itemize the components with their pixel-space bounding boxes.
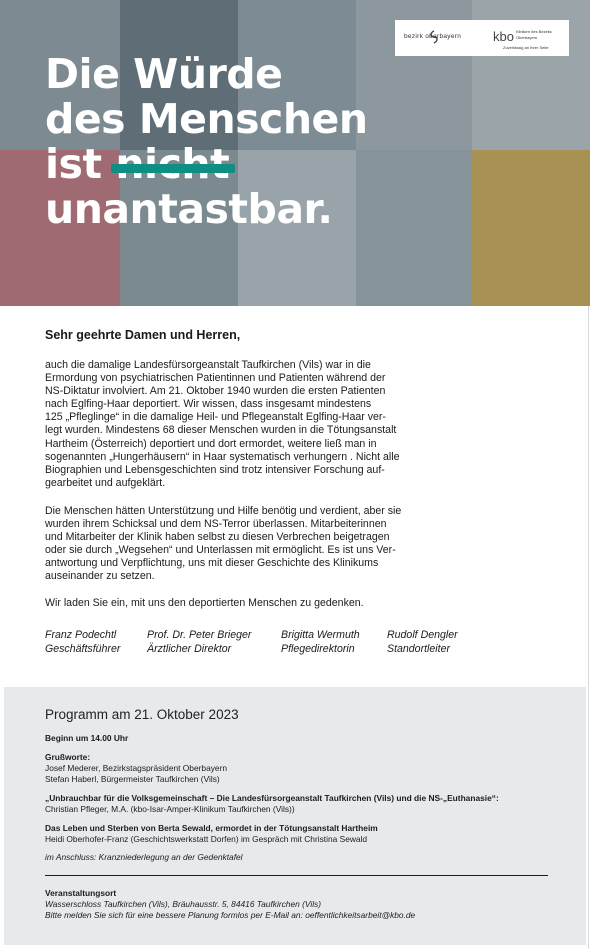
signature-name: Rudolf Dengler xyxy=(387,629,458,641)
signature-role: Geschäftsführer xyxy=(45,643,121,655)
venue-address: Wasserschloss Taufkirchen (Vils), Bräuhausstr. 5, 84416 Taufkirchen (Vils) xyxy=(45,899,322,909)
photo-tile xyxy=(472,150,590,306)
title-line xyxy=(45,142,368,187)
kbo-logo: kbo xyxy=(493,29,514,44)
signature-1 xyxy=(45,628,120,656)
signature-2 xyxy=(147,628,251,656)
text-line: nach Eglfing-Haar deportiert. Wir wissen, dass insgesamt mindestens xyxy=(45,398,372,411)
title-line: des Menschen xyxy=(45,95,368,143)
text-line: auseinander zu setzen. xyxy=(45,570,155,583)
signature-role: Pflegedirektorin xyxy=(281,643,355,655)
title-word: ist xyxy=(45,140,102,188)
talk-speaker: Christian Pfleger, M.A. (kbo-Isar-Amper-Klinikum Taufkirchen (Vils)) xyxy=(45,804,295,814)
talk-title: Das Leben und Sterben von Berta Sewald, ermordet in der Tötungsanstalt Hartheim xyxy=(45,823,378,833)
signature-role: Ärztlicher Direktor xyxy=(147,643,232,655)
text-line: wurden ihrem Schicksal und dem NS-Terror überlassen. Mitarbeiterinnen xyxy=(45,518,387,531)
text-line: gearbeitet und aufgeklärt. xyxy=(45,476,166,489)
bezirk-logo: bezirk oberbayern xyxy=(404,33,462,40)
signature-name: Prof. Dr. Peter Brieger xyxy=(147,629,252,641)
greeting-speaker: Stefan Haberl, Bürgermeister Taufkirchen (Vils) xyxy=(45,774,220,784)
kbo-logo-sub: Zuverlässig an Ihrer Seite xyxy=(503,45,549,50)
text-line: auch die damalige Landesfürsorgeanstalt Taufkirchen (Vils) war in die xyxy=(45,359,371,371)
program-section xyxy=(4,687,586,945)
greeting: Sehr geehrte Damen und Herren, xyxy=(45,328,241,342)
greetings-label: Grußworte: xyxy=(45,752,91,762)
registration-note: Bitte melden Sie sich für eine bessere Planung formlos per E-Mail an: oeffentlichkeitsarbeit@kbo.de xyxy=(45,910,416,920)
title-line: Die Würde xyxy=(45,50,283,98)
text-line: und Mitarbeiter der Klinik haben selbst zu diesen Verbrechen beigetragen xyxy=(45,531,390,544)
logo-box xyxy=(395,20,569,56)
text-line: Die Menschen hätten Unterstützung und Hilfe benötig und verdient, aber sie xyxy=(45,505,402,517)
text-line: antwortung und Verpflichtung, uns mit dieser Geschichte des Klinikums xyxy=(45,557,379,570)
page-border xyxy=(588,306,589,949)
text-line: 125 „Pfleglinge“ in die damalige Heil- und Pflegeanstalt Eglfing-Haar ver- xyxy=(45,411,386,424)
venue-label: Veranstaltungsort xyxy=(45,888,117,898)
hero-image xyxy=(0,0,590,306)
text-line: Hartheim (Österreich) deportiert und dort ermordet, weitere ließ man in xyxy=(45,437,377,450)
signature-name: Franz Podechtl xyxy=(45,629,117,641)
text-line: Ermordung von psychiatrischen Patientinnen und Patienten während der xyxy=(45,372,386,385)
bezirk-emblem-icon xyxy=(428,30,440,44)
signature-4 xyxy=(387,628,458,656)
title-line: unantastbar. xyxy=(45,185,333,233)
text-line: oder sie durch „Wegsehen“ und Unterlassen mit ermöglicht. Es ist uns Ver- xyxy=(45,544,396,557)
divider xyxy=(45,875,548,876)
signature-3 xyxy=(281,628,360,656)
paragraph-1 xyxy=(45,359,545,490)
hero-title xyxy=(45,52,368,232)
strike-bar xyxy=(111,164,235,173)
kbo-logo-sub: Oberbayern xyxy=(516,35,538,40)
signature-role: Standortleiter xyxy=(387,643,451,655)
kbo-logo-sub: Kliniken des Bezirks xyxy=(516,29,552,34)
struck-word xyxy=(115,142,229,187)
text-line: legt wurden. Mindestens 68 dieser Menschen wurden in die Tötungsanstalt xyxy=(45,424,397,437)
program-title: Programm am 21. Oktober 2023 xyxy=(45,707,239,722)
program-closing: im Anschluss: Kranzniederlegung an der Gedenktafel xyxy=(45,852,243,862)
paragraph-3: Wir laden Sie ein, mit uns den deportierten Menschen zu gedenken. xyxy=(45,597,364,609)
photo-tile xyxy=(356,150,472,306)
greeting-speaker: Josef Mederer, Bezirkstagspräsident Oberbayern xyxy=(45,763,228,773)
talk-speaker: Heidi Oberhofer-Franz (Geschichtswerkstatt Dorfen) im Gespräch mit Christina Sewald xyxy=(45,834,368,844)
text-line: Biographien und Lebensgeschichten sind trotz intensiver Forschung auf- xyxy=(45,463,385,476)
signature-name: Brigitta Wermuth xyxy=(281,629,360,641)
talk-title: „Unbrauchbar für die Volksgemeinschaft – Die Landesfürsorgeanstalt Taufkirchen (Vils) und die NS-„Euthanasie“: xyxy=(45,793,499,803)
paragraph-2 xyxy=(45,505,545,584)
text-line: sogenannten „Hungerhäusern“ in Haar systematisch verhungern . Nicht alle xyxy=(45,450,400,463)
text-line: NS-Diktatur involviert. Am 21. Oktober 1940 wurden die ersten Patienten xyxy=(45,385,386,398)
program-start: Beginn um 14.00 Uhr xyxy=(45,733,129,743)
